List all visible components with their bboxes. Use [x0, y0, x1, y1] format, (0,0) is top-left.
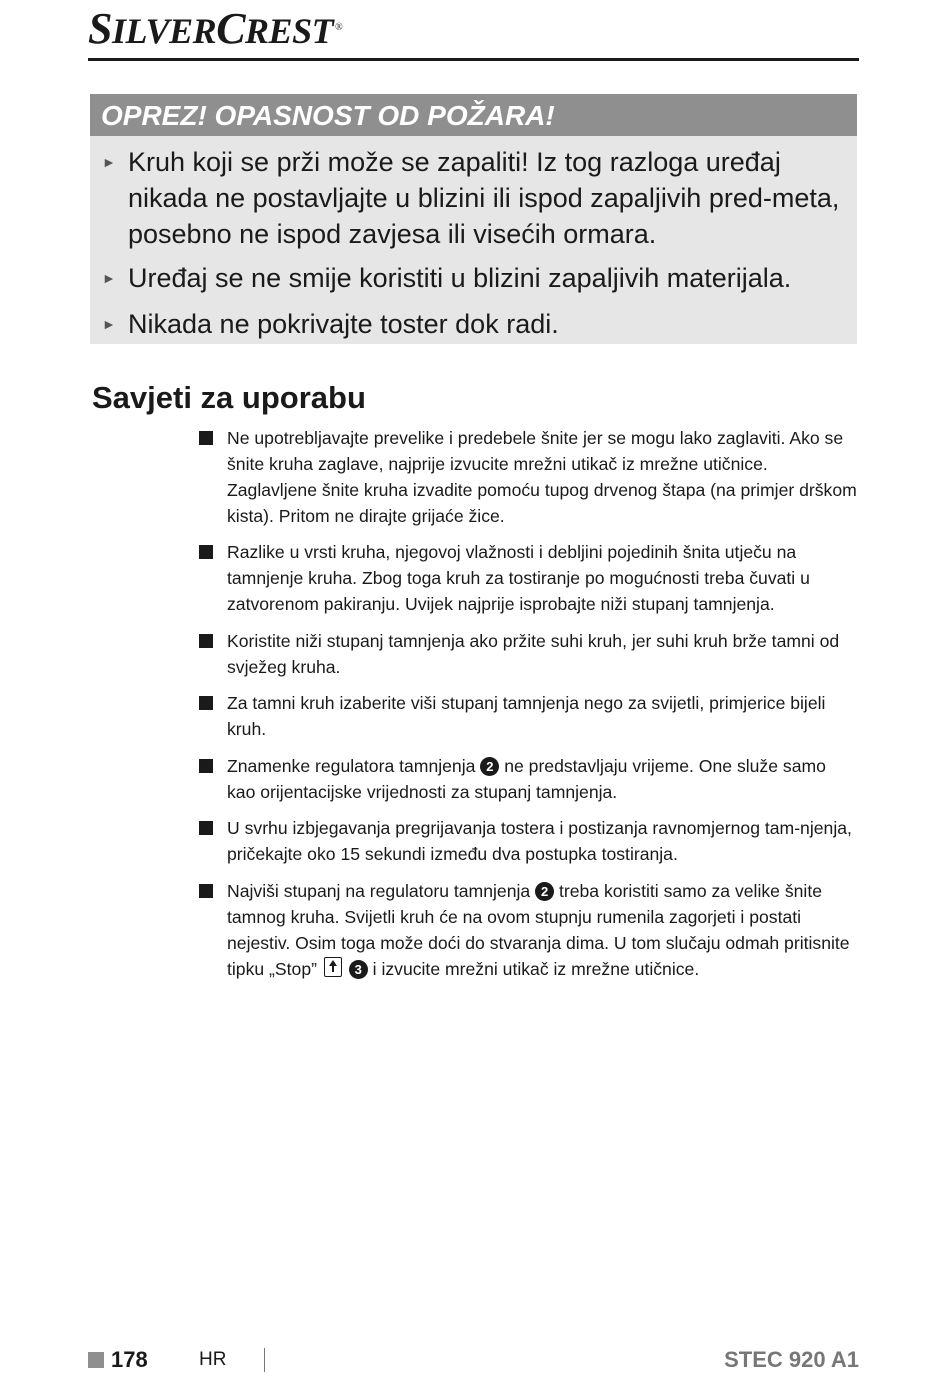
warning-item: ► Nikada ne pokrivajte toster dok radi.: [128, 306, 848, 342]
model-number: STEC 920 A1: [724, 1347, 859, 1372]
square-bullet-icon: [199, 545, 213, 559]
stop-button-icon: [324, 957, 342, 977]
fire-warning-box: [90, 94, 857, 344]
silvercrest-logo: SILVERCREST ®: [88, 4, 343, 53]
footer-square-icon: [88, 1352, 104, 1368]
square-bullet-icon: [199, 821, 213, 835]
tip-item: Najviši stupanj na regulatoru tamnjenja 2 treba koristiti samo za velike šnite tamnog kruha. Svijetli kruh će na ovom stupnju rumenila zagorjeti i postati nejestiv. Osim toga može doći do stvaranja dima. U tom slučaju odmah pritisnite tipku „Stop” 3 i izvucite mrežni utikač iz mrežne utičnice.: [199, 878, 859, 982]
tip-item: Znamenke regulatora tamnjenja 2 ne predstavljaju vrijeme. One služe samo kao orijentacijske vrijednosti za stupanj tamnjenja.: [199, 753, 859, 805]
tip-item: Razlike u vrsti kruha, njegovoj vlažnosti i debljini pojedinih šnita utječu na tamnjenje kruha. Zbog toga kruh za tostiranje po mogućnosti treba čuvati u zatvorenom pakiranju. Uvijek najprije isprobajte niži stupanj tamnjenja.: [199, 539, 859, 617]
warning-item: ► Uređaj se ne smije koristiti u blizini zapaljivih materijala.: [128, 260, 848, 296]
tip-item: Ne upotrebljavajte prevelike i predebele šnite jer se mogu lako zaglaviti. Ako se šnite kruha zaglave, najprije izvucite mrežni utikač iz mrežne utičnice. Zaglavljene šnite kruha izvadite pomoću tupog drvenog štapa (na primjer drškom kista). Pritom ne dirajte grijaće žice.: [199, 425, 859, 529]
square-bullet-icon: [199, 696, 213, 710]
arrow-bullet-icon: ►: [102, 154, 116, 170]
page-number: 178: [111, 1347, 148, 1372]
warning-item: ► Kruh koji se prži može se zapaliti! Iz tog razloga uređaj nikada ne postavljajte u blizini ili ispod zapaljivih pred-meta, posebno ne ispod zavjesa ili visećih ormara.: [128, 144, 848, 252]
square-bullet-icon: [199, 431, 213, 445]
page-footer: [88, 1346, 859, 1376]
tip-item: Za tamni kruh izaberite viši stupanj tamnjenja nego za svijetli, primjerice bijeli kruh.: [199, 690, 859, 742]
language-code: HR: [199, 1349, 227, 1370]
footer-divider: [264, 1348, 265, 1372]
header-rule: [88, 58, 859, 61]
reference-number-badge: 3: [349, 960, 368, 979]
reference-number-badge: 2: [480, 757, 499, 776]
reference-number-badge: 2: [535, 882, 554, 901]
arrow-bullet-icon: ►: [102, 316, 116, 332]
warning-title: OPREZ! OPASNOST OD POŽARA!: [90, 94, 857, 136]
tip-item: U svrhu izbjegavanja pregrijavanja tostera i postizanja ravnomjernog tam-njenja, pričekajte oko 15 sekundi između dva postupka tostiranja.: [199, 815, 859, 867]
square-bullet-icon: [199, 759, 213, 773]
arrow-bullet-icon: ►: [102, 270, 116, 286]
tip-item: Koristite niži stupanj tamnjenja ako pržite suhi kruh, jer suhi kruh brže tamni od svježeg kruha.: [199, 628, 859, 680]
square-bullet-icon: [199, 634, 213, 648]
square-bullet-icon: [199, 884, 213, 898]
section-title: Savjeti za uporabu: [92, 380, 366, 415]
